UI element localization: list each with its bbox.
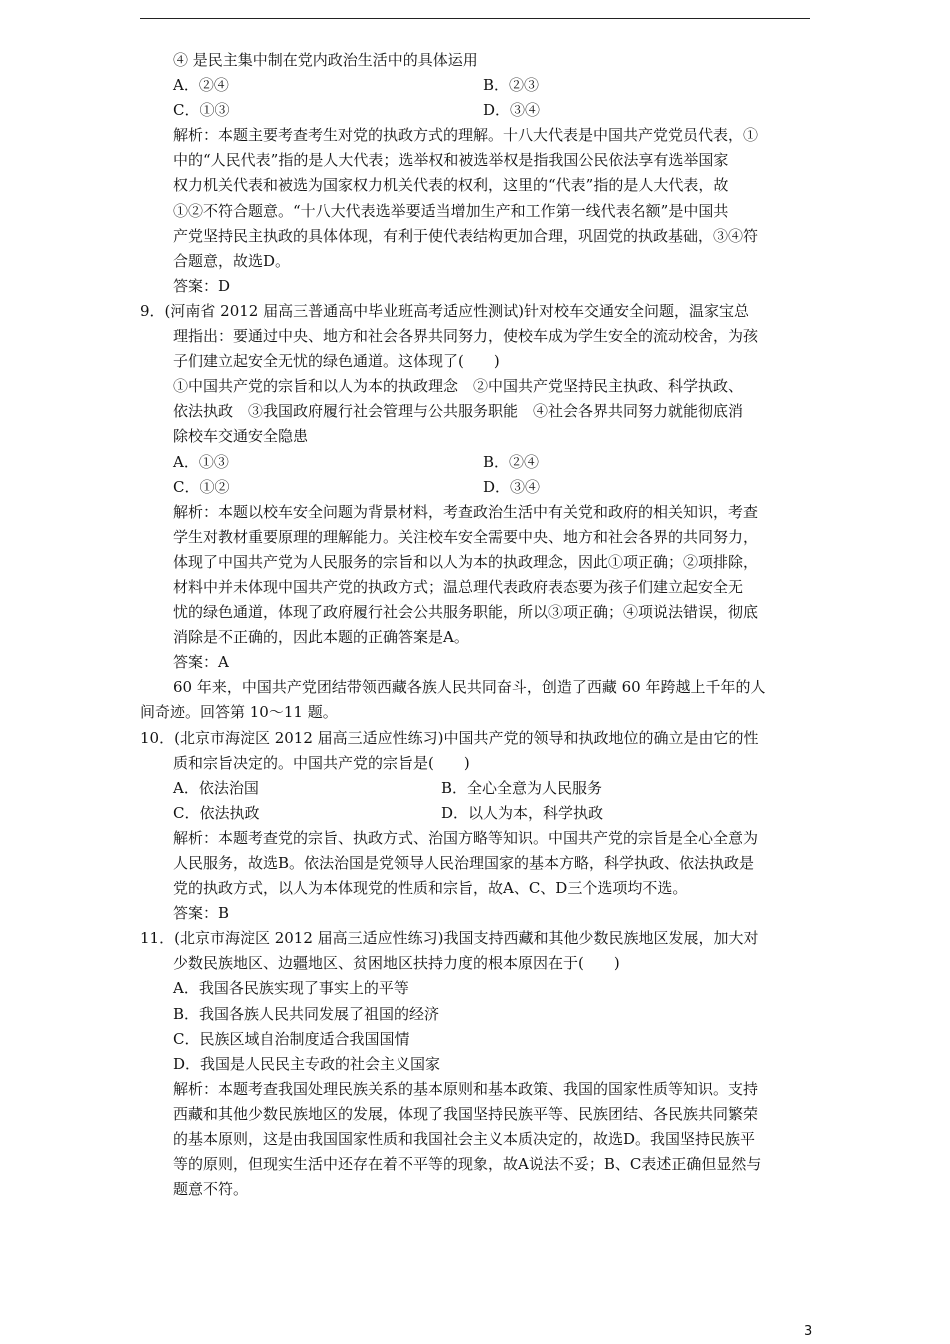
question-line: 少数民族地区、边疆地区、贫困地区扶持力度的根本原因在于( ) [173, 954, 620, 973]
analysis-line: 解析：本题考查我国处理民族关系的基本原则和基本政策、我国的国家性质等知识。支持 [173, 1079, 759, 1098]
option-row [140, 475, 812, 500]
analysis-line: 人民服务，故选B。依法治国是党领导人民治理国家的基本方略，科学执政、依法执政是 [173, 854, 755, 872]
answer-line: 答案：A [173, 653, 229, 672]
option-c: C．民族区域自治制度适合我国国情 [173, 1029, 410, 1048]
option-d: D．以人为本，科学执政 [441, 803, 604, 822]
analysis-line: 解析：本题以校车安全问题为背景材料，考查政治生活中有关党和政府的相关知识，考查 [173, 502, 759, 521]
option-d: D．③④ [483, 101, 541, 120]
option-b: B．我国各族人民共同发展了祖国的经济 [173, 1004, 440, 1023]
answer-line: 答案：D [173, 276, 231, 295]
analysis-line: 材料中并未体现中国共产党的执政方式；温总理代表政府表态要为孩子们建立起安全无 [173, 577, 744, 596]
analysis-line: 等的原则，但现实生活中还存在着不平等的现象，故A说法不妥；B、C表述正确但显然与 [173, 1155, 762, 1174]
analysis-line: 党的执政方式，以人为本体现党的性质和宗旨，故A、C、D三个选项均不选。 [173, 879, 688, 898]
option-row [140, 776, 812, 801]
option-b: B．②④ [483, 452, 540, 471]
option-row [140, 73, 812, 98]
statement-line: ①中国共产党的宗旨和以人为本的执政理念 ②中国共产党坚持民主执政、科学执政、 [173, 377, 744, 396]
option-a: A．①③ [173, 452, 229, 471]
document-body [140, 48, 812, 1202]
analysis-line: 产党坚持民主执政的具体体现，有利于使代表结构更加合理，巩固党的执政基础，③④符 [173, 226, 759, 245]
text-line: ④ 是民主集中制在党内政治生活中的具体运用 [173, 51, 478, 69]
answer-line: 答案：B [173, 904, 230, 923]
analysis-line: 中的“人民代表”指的是人大代表；选举权和被选举权是指我国公民依法享有选举国家 [173, 151, 729, 170]
option-b: B．全心全意为人民服务 [441, 778, 603, 797]
option-c: C．①② [173, 477, 230, 496]
analysis-line: 消除是不正确的，因此本题的正确答案是A。 [173, 628, 469, 647]
material-line: 间奇迹。回答第 10～11 题。 [140, 703, 338, 722]
question-line: 子们建立起安全无忧的绿色通道。这体现了( ) [173, 352, 500, 371]
option-row [140, 801, 812, 826]
analysis-line: 权力机关代表和被选为国家权力机关代表的权利，这里的“代表”指的是人大代表，故 [173, 176, 729, 195]
option-a: A．②④ [173, 76, 229, 95]
question-line: 理指出：要通过中央、地方和社会各界共同努力，使校车成为学生安全的流动校舍，为孩 [173, 327, 759, 346]
analysis-line: 体现了中国共产党为人民服务的宗旨和以人为本的执政理念，因此①项正确；②项排除， [173, 552, 759, 571]
statement-line: 依法执政 ③我国政府履行社会管理与公共服务职能 ④社会各界共同努力就能彻底消 [173, 402, 744, 421]
header-rule [140, 18, 810, 19]
question-10-stem: 10．(北京市海淀区 2012 届高三适应性练习)中国共产党的领导和执政地位的确立是由它的性 [140, 728, 759, 747]
statement-line: 除校车交通安全隐患 [173, 427, 309, 446]
question-9-stem: 9．(河南省 2012 届高三普通高中毕业班高考适应性测试)针对校车交通安全问题，温家宝总 [140, 301, 749, 320]
option-a: A．依法治国 [173, 778, 259, 797]
analysis-line: 解析：本题考查党的宗旨、执政方式、治国方略等知识。中国共产党的宗旨是全心全意为 [173, 828, 759, 847]
analysis-line: 解析：本题主要考查考生对党的执政方式的理解。十八大代表是中国共产党党员代表，① [173, 126, 759, 145]
question-line: 质和宗旨决定的。中国共产党的宗旨是( ) [173, 753, 470, 772]
analysis-line: ①②不符合题意。“十八大代表选举要适当增加生产和工作第一线代表名额”是中国共 [173, 201, 729, 220]
material-line: 60 年来，中国共产党团结带领西藏各族人民共同奋斗，创造了西藏 60 年跨越上千年的人 [173, 678, 766, 697]
option-d: D．③④ [483, 477, 541, 496]
option-row [140, 450, 812, 475]
analysis-line: 合题意，故选D。 [173, 251, 291, 270]
option-c: C．①③ [173, 101, 230, 120]
page-number: 3 [804, 1324, 813, 1339]
analysis-line: 题意不符。 [173, 1180, 249, 1199]
analysis-line: 的基本原则，这是由我国国家性质和我国社会主义本质决定的，故选D。我国坚持民族平 [173, 1130, 756, 1149]
question-11-stem: 11．(北京市海淀区 2012 届高三适应性练习)我国支持西藏和其他少数民族地区发展，加大对 [140, 929, 759, 948]
analysis-line: 忧的绿色通道，体现了政府履行社会公共服务职能，所以③项正确；④项说法错误，彻底 [173, 603, 759, 622]
option-c: C．依法执政 [173, 803, 260, 822]
option-a: A．我国各民族实现了事实上的平等 [173, 979, 409, 998]
option-b: B．②③ [483, 76, 540, 95]
option-row [140, 98, 812, 123]
analysis-line: 西藏和其他少数民族地区的发展，体现了我国坚持民族平等、民族团结、各民族共同繁荣 [173, 1104, 759, 1123]
option-d: D．我国是人民民主专政的社会主义国家 [173, 1054, 441, 1073]
analysis-line: 学生对教材重要原理的理解能力。关注校车安全需要中央、地方和社会各界的共同努力， [173, 527, 759, 546]
